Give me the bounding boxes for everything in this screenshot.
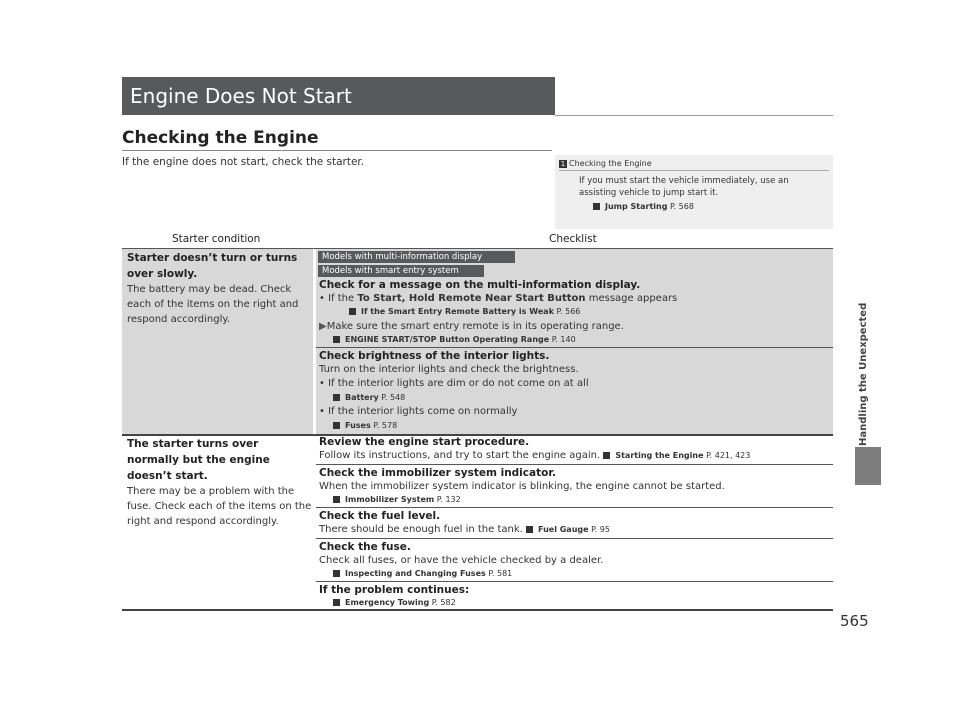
row2-condition-text: There may be a problem with the fuse. Check each of the items on the right and respond accordingly. — [127, 486, 312, 527]
ref-label: Fuel Gauge — [538, 525, 589, 534]
badge-multi-info-display: Models with multi-information display — [318, 251, 515, 263]
row1-check1-step-reference[interactable] — [333, 335, 576, 344]
ref-label: ENGINE START/STOP Button Operating Range — [345, 335, 550, 344]
step-text: Make sure the smart entry remote is in its operating range. — [326, 321, 624, 332]
reference-arrow-icon — [333, 422, 340, 429]
column-header-condition: Starter condition — [172, 233, 261, 245]
row2-check1-body: Follow its instructions, and try to start the engine again. — [319, 450, 601, 461]
table-bottom-divider — [122, 609, 833, 611]
page-title: Engine Does Not Start — [122, 77, 555, 115]
row1-condition-text: The battery may be dead. Check each of the items on the right and respond accordingly. — [127, 284, 299, 325]
row2-check1-reference[interactable] — [603, 451, 750, 460]
reference-arrow-icon — [333, 496, 340, 503]
row1-check2-title: Check brightness of the interior lights. — [319, 350, 550, 362]
ref-label: Starting the Engine — [615, 451, 704, 460]
row1-check2-text: Turn on the interior lights and check the brightness. — [319, 364, 579, 375]
row2-check2-title: Check the immobilizer system indicator. — [319, 467, 556, 479]
ref-page: P. 582 — [431, 598, 456, 607]
side-note — [555, 155, 833, 229]
row2-check3-text — [319, 524, 610, 535]
row1-check1-bullet — [319, 293, 677, 304]
row2-check2-reference[interactable] — [333, 495, 461, 504]
reference-arrow-icon — [333, 336, 340, 343]
ref-page: P. 566 — [556, 307, 581, 316]
ref-label: Jump Starting — [605, 202, 668, 211]
reference-arrow-icon — [526, 526, 533, 533]
page-number: 565 — [840, 612, 869, 630]
row2-check2-text: When the immobilizer system indicator is blinking, the engine cannot be started. — [319, 481, 725, 492]
sidebar-label-text: Handling the Unexpected — [858, 302, 869, 446]
ref-page: P. 581 — [488, 569, 513, 578]
sidebar-label — [843, 246, 903, 466]
row2-check5-title: If the problem continues: — [319, 584, 470, 596]
ref-page: P. 95 — [591, 525, 610, 534]
reference-arrow-icon — [593, 203, 600, 210]
row1-condition-title: Starter doesn’t turn or turns over slowly. — [127, 252, 298, 280]
row2-check4-title: Check the fuse. — [319, 541, 411, 553]
step-arrow-icon: ▶ — [319, 321, 327, 332]
side-note-heading-text: Checking the Engine — [569, 159, 652, 168]
row2-check5-reference[interactable] — [333, 598, 456, 607]
note-arrow-icon: 1 — [560, 159, 566, 168]
section-divider — [122, 150, 552, 151]
row2-check3-body: There should be enough fuel in the tank. — [319, 524, 523, 535]
reference-arrow-icon — [333, 570, 340, 577]
bullet-bold: To Start, Hold Remote Near Start Button — [357, 293, 586, 304]
bullet-icon: • — [319, 378, 329, 389]
side-note-divider — [559, 170, 829, 171]
row2-check4-text: Check all fuses, or have the vehicle checked by a dealer. — [319, 555, 604, 566]
row2-condition-title: The starter turns over normally but the engine doesn’t start. — [127, 438, 270, 482]
reference-arrow-icon — [349, 308, 356, 315]
row1-check1-title: Check for a message on the multi-information display. — [319, 279, 641, 291]
reference-arrow-icon — [333, 599, 340, 606]
row2-check1-text — [319, 450, 750, 461]
ref-page: P. 132 — [436, 495, 461, 504]
bullet-text: If the interior lights are dim or do not come on at all — [328, 378, 589, 389]
side-note-heading — [559, 159, 652, 168]
intro-text: If the engine does not start, check the starter. — [122, 156, 365, 168]
row1-check2-bullet2 — [319, 406, 517, 417]
ref-label: If the Smart Entry Remote Battery is Weak — [361, 307, 554, 316]
ref-label: Immobilizer System — [345, 495, 435, 504]
row1-check1-reference[interactable] — [349, 307, 580, 316]
bullet-post: message appears — [585, 293, 678, 304]
side-note-text: If you must start the vehicle immediately, use an assisting vehicle to jump start it. — [579, 176, 789, 198]
ref-page: P. 548 — [381, 393, 406, 402]
row2-condition — [127, 436, 312, 529]
ref-page: P. 421, 423 — [706, 451, 751, 460]
row1-inner-divider — [316, 347, 833, 348]
row2-divider-4 — [316, 581, 833, 582]
bullet-pre: If the — [328, 293, 358, 304]
ref-page: P. 578 — [373, 421, 398, 430]
row2-divider-3 — [316, 538, 833, 539]
reference-arrow-icon — [603, 452, 610, 459]
row1-condition — [127, 250, 309, 327]
section-heading: Checking the Engine — [122, 128, 319, 148]
column-header-checklist: Checklist — [549, 233, 597, 245]
bullet-text: If the interior lights come on normally — [328, 406, 518, 417]
row2-check1-title: Review the engine start procedure. — [319, 436, 530, 448]
side-note-reference[interactable] — [593, 202, 694, 211]
row1-check1-step — [319, 321, 624, 332]
row2-divider-1 — [316, 464, 833, 465]
section-tab — [855, 447, 881, 485]
row1-check2-reference2[interactable] — [333, 421, 397, 430]
ref-label: Battery — [345, 393, 379, 402]
ref-label: Emergency Towing — [345, 598, 430, 607]
reference-arrow-icon — [333, 394, 340, 401]
row2-check4-reference[interactable] — [333, 569, 512, 578]
ref-page: P. 140 — [551, 335, 576, 344]
row1-check2-reference1[interactable] — [333, 393, 405, 402]
row1-check2-bullet1 — [319, 378, 589, 389]
row2-check3-reference[interactable] — [526, 525, 610, 534]
badge-smart-entry: Models with smart entry system — [318, 265, 484, 277]
bullet-icon: • — [319, 406, 329, 417]
ref-label: Fuses — [345, 421, 371, 430]
ref-label: Inspecting and Changing Fuses — [345, 569, 486, 578]
row2-check3-title: Check the fuel level. — [319, 510, 441, 522]
bullet-icon: • — [319, 293, 329, 304]
row2-divider-2 — [316, 507, 833, 508]
ref-page: P. 568 — [669, 202, 694, 211]
title-divider — [555, 115, 833, 116]
